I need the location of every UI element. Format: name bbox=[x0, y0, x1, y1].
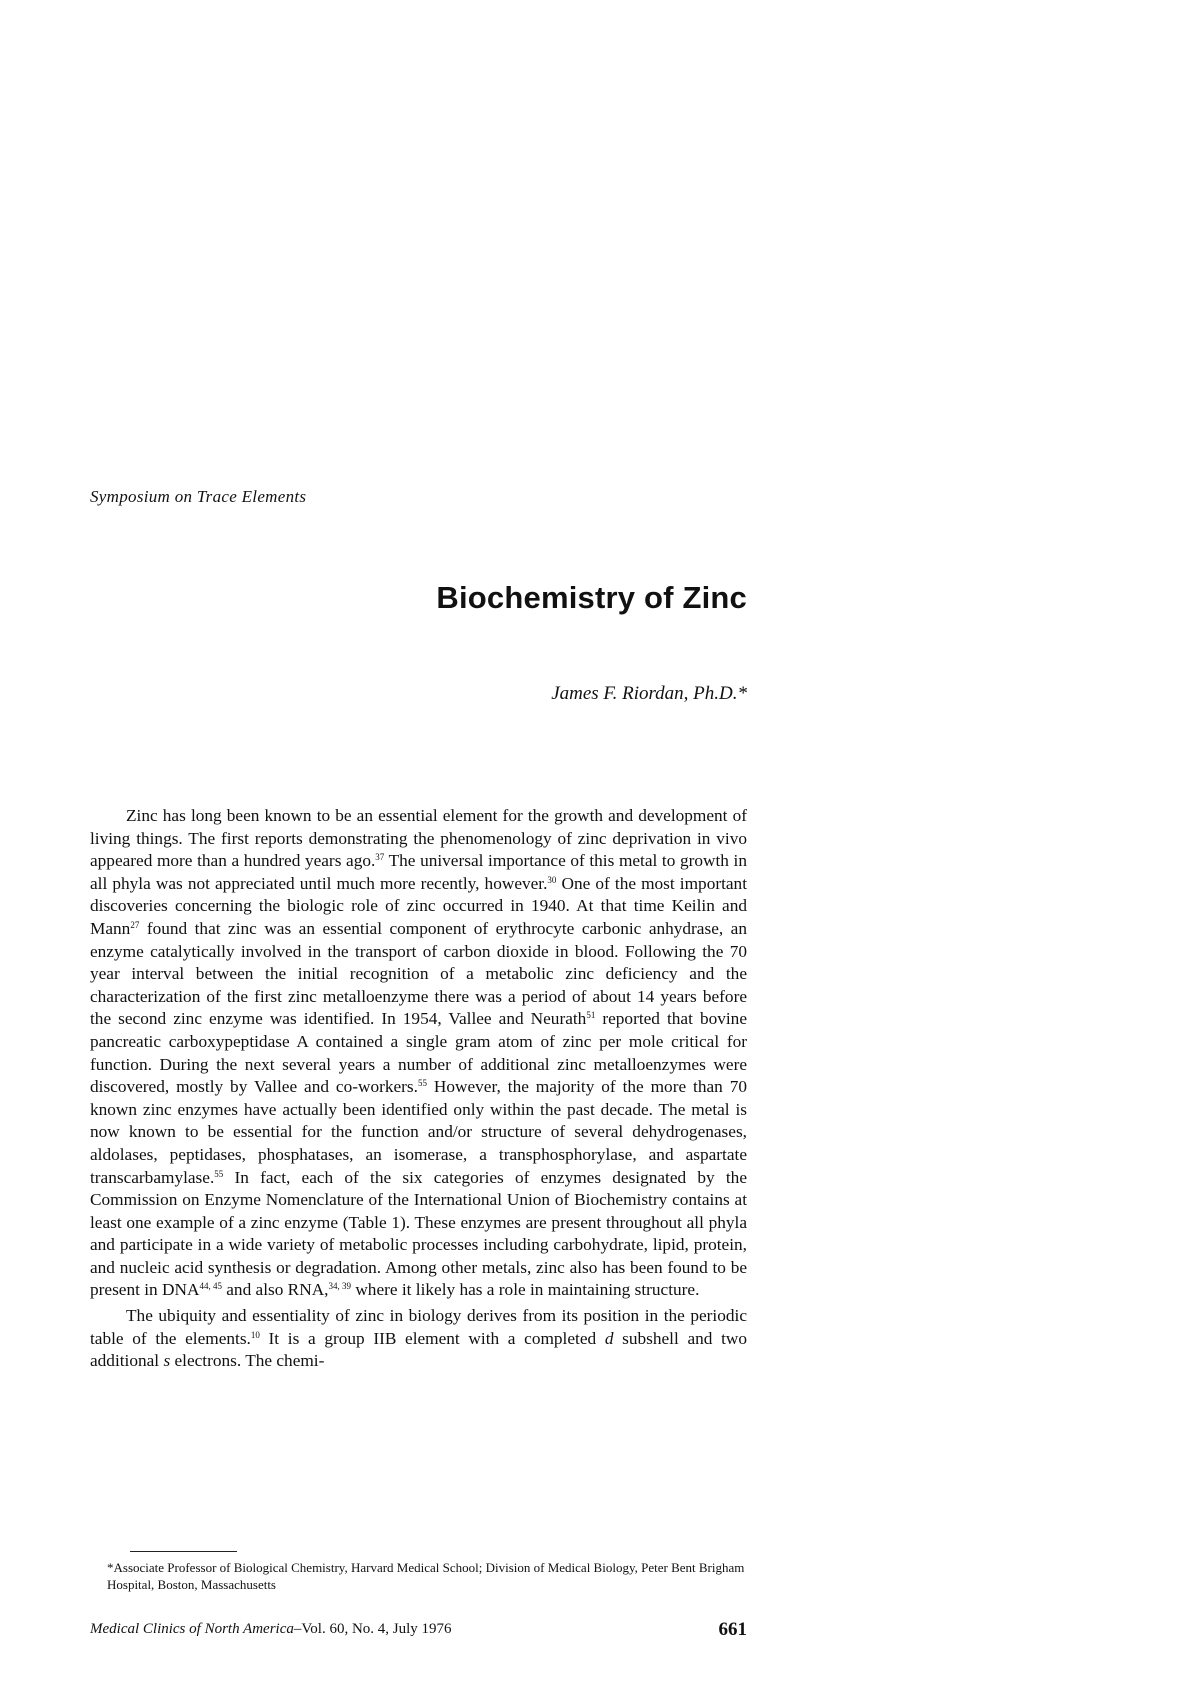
text-span: Zinc has long been known to be an essential element for the growth and development of living things. The first reports demonstrating the phenomenology of zinc deprivation in vivo appeared more than a hundred years ago. bbox=[90, 806, 747, 871]
text-span: reported that bovine pancreatic carboxypeptidase A contained a single gram atom of zinc per mole critical for function. During the next several years a number of additional zinc metalloenzymes were discovered, mostly by Vallee and co-workers. bbox=[90, 1009, 747, 1097]
symposium-series-heading: Symposium on Trace Elements bbox=[90, 487, 307, 506]
reference-marker: 55 bbox=[214, 1168, 224, 1179]
text-span: In fact, each of the six categories of enzymes designated by the Commission on Enzyme Nomenclature of the International Union of Biochemistry contains at least one example of a zinc enzyme (Table 1). These enzymes are present throughout all phyla and participate in a wide variety of metabolic processes including carbohydrate, lipid, protein, and nucleic acid synthesis or degradation. Among other metals, zinc also has been found to be present in DNA bbox=[90, 1167, 747, 1300]
reference-marker: 37 bbox=[375, 852, 385, 863]
text-span: electrons. The chemi- bbox=[170, 1351, 325, 1371]
text-span: subshell and two additional bbox=[90, 1328, 747, 1371]
text-span: However, the majority of the more than 70 known zinc enzymes have actually been identified only within the past decade. The metal is now known to be essential for the function and/or structure of several dehydrogenases, aldolases, peptidases, phosphatases, an isomerase, a transphosphorylase, and aspartate transcarbamylase. bbox=[90, 1077, 747, 1187]
reference-marker: 27 bbox=[130, 919, 140, 930]
reference-marker: 44, 45 bbox=[199, 1281, 222, 1292]
reference-marker: 34, 39 bbox=[328, 1281, 351, 1292]
text-span: It is a group IIB element with a completed bbox=[259, 1328, 605, 1348]
text-span: The ubiquity and essentiality of zinc in biology derives from its position in the periodic table of the elements. bbox=[90, 1306, 747, 1348]
text-span: found that zinc was an essential component of erythrocyte carbonic anhydrase, an enzyme catalytically involved in the transport of carbon dioxide in blood. Following the 70 year interval between the initial recognition of a metabolic zinc deficiency and the characterization of the first zinc metalloenzyme there was a period of about 14 years before the second zinc enzyme was identified. In 1954, Vallee and Neurath bbox=[90, 918, 747, 1029]
footnote-divider bbox=[130, 1551, 237, 1552]
text-span: and also RNA, bbox=[221, 1280, 329, 1300]
reference-marker: 30 bbox=[547, 874, 557, 885]
italic-term: d bbox=[604, 1328, 614, 1348]
text-span: where it likely has a role in maintaining structure. bbox=[351, 1280, 700, 1300]
italic-term: s bbox=[163, 1351, 171, 1371]
text-span: The universal importance of this metal to growth in all phyla was not appreciated until much more recently, however. bbox=[90, 851, 747, 893]
paragraph-2 bbox=[90, 1305, 747, 1373]
text-span: One of the most important discoveries concerning the biologic role of zinc occurred in 1940. At that time Keilin and Mann bbox=[90, 873, 748, 938]
journal-citation: –Vol. 60, No. 4, July 1976 bbox=[293, 1621, 452, 1637]
reference-marker: 51 bbox=[586, 1010, 596, 1021]
reference-marker: 10 bbox=[250, 1329, 260, 1340]
journal-name: Medical Clinics of North America bbox=[90, 1621, 294, 1637]
page-footer bbox=[90, 1621, 747, 1638]
article-body bbox=[90, 805, 747, 1373]
page-number: 661 bbox=[718, 1619, 747, 1640]
author-footnote: *Associate Professor of Biological Chemistry, Harvard Medical School; Division of Medical Biology, Peter Bent Brigham Hospital, Boston, Massachusetts bbox=[107, 1560, 745, 1592]
author-byline: James F. Riordan, Ph.D.* bbox=[551, 683, 747, 704]
article-title: Biochemistry of Zinc bbox=[436, 580, 747, 615]
reference-marker: 55 bbox=[417, 1078, 427, 1089]
paragraph-1 bbox=[90, 805, 747, 1302]
